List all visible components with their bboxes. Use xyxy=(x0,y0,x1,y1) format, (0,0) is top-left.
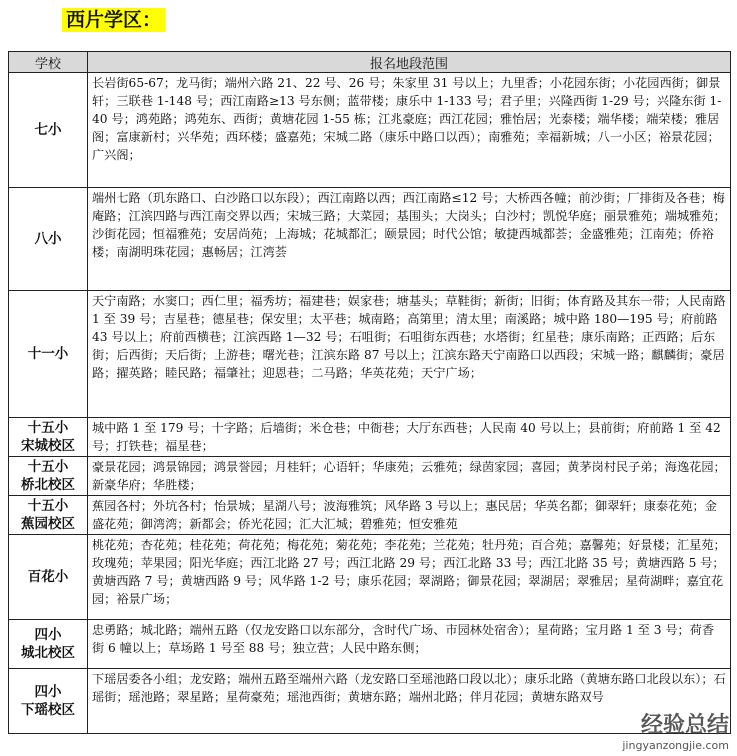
school-name-line: 十五小 xyxy=(27,420,69,436)
watermark-text: 经验总结 xyxy=(640,713,729,738)
table-row xyxy=(9,457,731,496)
school-name-line: 十五小 xyxy=(27,459,69,475)
table-header-row xyxy=(9,52,731,73)
range-cell: 城中路 1 至 179 号；十字路；后墙街；米仓巷；中衙巷；大厅东西巷；人民南 40 号以上；县前街；府前路 1 至 42 号；打铁巷；福星巷； xyxy=(88,418,731,457)
school-name-line: 八小 xyxy=(34,231,62,247)
school-name-line: 百花小 xyxy=(27,569,69,585)
school-name-line: 蕉园校区 xyxy=(21,516,75,532)
range-cell: 端州七路（玑东路口、白沙路口以东段）；西江南路以西；西江南路≤12 号；大桥西各幢；前沙街；厂排街及各巷；梅庵路；江滨四路与西江南交界以西；宋城三路；大菜园；基围头；大岗头；白沙村；凯悦华庭；丽景雅苑；端城雅苑；沙街花园；恒福雅苑；安居尚苑；上海城；花城都汇；颐景园；时代公馆；敏捷西城都荟；金盛雅苑；江南苑；侨裕楼；南湖明珠花园；惠畅居；江湾荟 xyxy=(88,188,731,291)
table-row xyxy=(9,73,731,188)
school-name-line: 四小 xyxy=(34,627,62,643)
school-name-line: 宋城校区 xyxy=(21,438,75,454)
range-cell: 下瑶居委各小组；龙安路；端州五路至端州六路（龙安路口至瑶池路口段以北）；康乐北路（黄塘东路口北段以东）；石瑶街；瑶池路；翠星路；星荷豪苑；瑶池西街；黄塘东路；端州北路；伴月花园；黄塘东路双号 xyxy=(88,669,731,734)
school-name-cell xyxy=(9,418,88,457)
school-name-cell xyxy=(9,669,88,734)
school-name-cell xyxy=(9,73,88,188)
school-district-table xyxy=(8,51,731,734)
school-name-line: 桥北校区 xyxy=(21,477,75,493)
table-row xyxy=(9,620,731,669)
table-row xyxy=(9,291,731,418)
school-name-line: 十五小 xyxy=(27,498,69,514)
title-wrap xyxy=(62,8,165,32)
range-cell: 桃花苑；杏花苑；桂花苑；荷花苑；梅花苑；菊花苑；李花苑；兰花苑；牡丹苑；百合苑；嘉馨苑；好景楼；汇星苑；玫瑰苑；苹果园；阳光华庭；西江北路 27 号；西江北路 29 号；西江北路 33 号；西江北路 35 号；黄塘西路 5 号；黄塘西路 7 号；黄塘西路 9 号；风华路 1-2 号；康乐花园；翠湖路；御景花园；翠湖居；翠雅居；星荷湖畔；嘉宜花园；裕景广场； xyxy=(88,535,731,620)
range-cell: 长岩街65-67；龙马街；端州六路 21、22 号、26 号；朱家里 31 号以上；九里香；小花园东街；小花园西街；御景轩；三联巷 1-148 号；西江南路≥13 号东侧；蓝带楼；康乐中 1-133 号；君子里；兴隆西街 1-29 号；兴隆东街 1-40 号；鸿苑路；鸿苑东、西街；黄塘花园 1-55 栋；江兆豪庭；西江花园；雅怡居；光泰楼；端华楼；端荣楼；雅居阁；富康新村；兴华苑；西环楼；盛嘉苑；宋城二路（康乐中路口以西）；南雅苑；幸福新城；八一小区；裕景花园；广兴阁； xyxy=(88,73,731,188)
school-name-line: 四小 xyxy=(34,684,62,700)
school-name-cell xyxy=(9,535,88,620)
range-cell: 忠勇路；城北路；端州五路（仅龙安路口以东部分，含时代广场、市园林处宿舍）；星荷路；宝月路 1 至 3 号；荷香街 6 幢以上；草场路 1 号至 88 号；独立营；人民中路东侧； xyxy=(88,620,731,669)
header-school: 学校 xyxy=(9,52,88,73)
table-body xyxy=(9,73,731,734)
range-cell: 天宁南路；水窦口；西仁里；福秀坊；福建巷；娱家巷；塘基头；草鞋街；新街；旧街；体育路及其东一带；人民南路 1 至 39 号；吉星巷；德星巷；保安里；太平巷；城南路；高第里；清太里；南溪路；城中路 180—195 号；府前路 43 号以上；府前西横巷；江滨西路 1—32 号；石咀街；石咀街东西巷；水塔街；红星巷；康乐南路；正西路；后东街；后西街；天后街；上游巷；曙光巷；江滨东路 87 号以上；江滨东路天宁南路口以西段；宋城一路；麒麟街；豪居路；擢英路；睦民路；福肇社；迎恩巷；二马路；华英花苑；天宁广场； xyxy=(88,291,731,418)
header-range: 报名地段范围 xyxy=(88,52,731,73)
table-row xyxy=(9,188,731,291)
school-name-cell xyxy=(9,291,88,418)
watermark xyxy=(622,708,729,752)
school-name-line: 七小 xyxy=(34,122,62,138)
range-cell: 豪景花园；鸿景锦园；鸿景誉园；月桂轩；心语轩；华康苑；云雅苑；绿茵家园；喜园；黄茅岗村民子弟；海逸花园；新豪华府；华胜楼； xyxy=(88,457,731,496)
school-name-line: 十一小 xyxy=(27,346,69,362)
table-row xyxy=(9,496,731,535)
school-name-cell xyxy=(9,620,88,669)
table-row xyxy=(9,418,731,457)
watermark-url: jingyanzongjie.com xyxy=(622,739,729,752)
table-row xyxy=(9,535,731,620)
page-title: 西片学区： xyxy=(62,8,165,32)
school-name-cell xyxy=(9,457,88,496)
range-cell: 蕉园各村；外坑各村；怡景城；星湖八号；波海雅筑；风华路 3 号以上；惠民居；华英名都；御翠轩；康泰花苑；金盛花苑；御湾湾；新都会；侨光花园；汇大汇城；碧雅苑；恒安雅苑 xyxy=(88,496,731,535)
school-name-cell xyxy=(9,188,88,291)
school-name-cell xyxy=(9,496,88,535)
school-name-line: 城北校区 xyxy=(21,645,75,661)
school-name-line: 下瑶校区 xyxy=(21,702,75,718)
